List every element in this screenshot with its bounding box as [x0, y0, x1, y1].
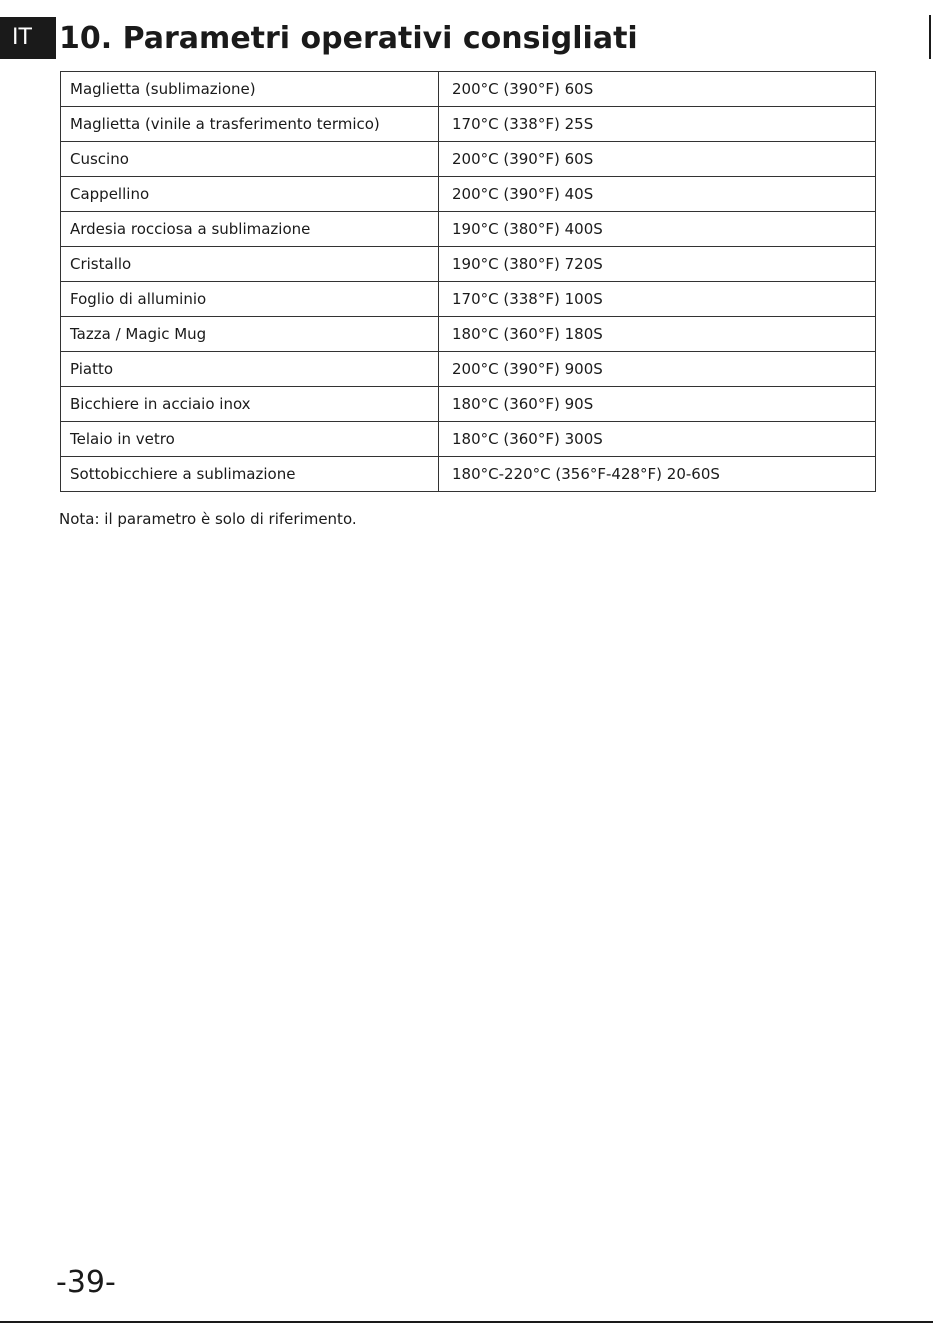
page-number: -39-: [56, 1265, 116, 1300]
item-cell: Piatto: [61, 352, 439, 387]
table-row: [61, 212, 876, 247]
item-cell: Cuscino: [61, 142, 439, 177]
table-row: [61, 387, 876, 422]
setting-cell: 180°C (360°F) 90S: [439, 387, 876, 422]
table-row: [61, 317, 876, 352]
setting-cell: 170°C (338°F) 25S: [439, 107, 876, 142]
setting-cell: 200°C (390°F) 60S: [439, 142, 876, 177]
item-cell: Telaio in vetro: [61, 422, 439, 457]
item-cell: Maglietta (sublimazione): [61, 72, 439, 107]
item-cell: Cappellino: [61, 177, 439, 212]
setting-cell: 190°C (380°F) 720S: [439, 247, 876, 282]
setting-cell: 180°C (360°F) 300S: [439, 422, 876, 457]
item-cell: Maglietta (vinile a trasferimento termico): [61, 107, 439, 142]
item-cell: Foglio di alluminio: [61, 282, 439, 317]
setting-cell: 200°C (390°F) 900S: [439, 352, 876, 387]
table-row: [61, 177, 876, 212]
table-row: [61, 247, 876, 282]
setting-cell: 170°C (338°F) 100S: [439, 282, 876, 317]
reference-note: Nota: il parametro è solo di riferimento.: [59, 510, 357, 528]
bottom-rule: [0, 1321, 933, 1323]
setting-cell: 180°C-220°C (356°F-428°F) 20-60S: [439, 457, 876, 492]
setting-cell: 190°C (380°F) 400S: [439, 212, 876, 247]
item-cell: Sottobicchiere a sublimazione: [61, 457, 439, 492]
item-cell: Bicchiere in acciaio inox: [61, 387, 439, 422]
setting-cell: 200°C (390°F) 40S: [439, 177, 876, 212]
table-row: [61, 72, 876, 107]
table-row: [61, 457, 876, 492]
setting-cell: 180°C (360°F) 180S: [439, 317, 876, 352]
item-cell: Tazza / Magic Mug: [61, 317, 439, 352]
page-title: 10. Parametri operativi consigliati: [59, 21, 638, 56]
table-row: [61, 422, 876, 457]
table-row: [61, 142, 876, 177]
item-cell: Ardesia rocciosa a sublimazione: [61, 212, 439, 247]
edge-divider: [929, 15, 931, 59]
setting-cell: 200°C (390°F) 60S: [439, 72, 876, 107]
table-row: [61, 107, 876, 142]
item-cell: Cristallo: [61, 247, 439, 282]
parameters-table: [60, 71, 876, 492]
table-row: [61, 282, 876, 317]
language-tab: IT: [0, 17, 56, 59]
table-row: [61, 352, 876, 387]
